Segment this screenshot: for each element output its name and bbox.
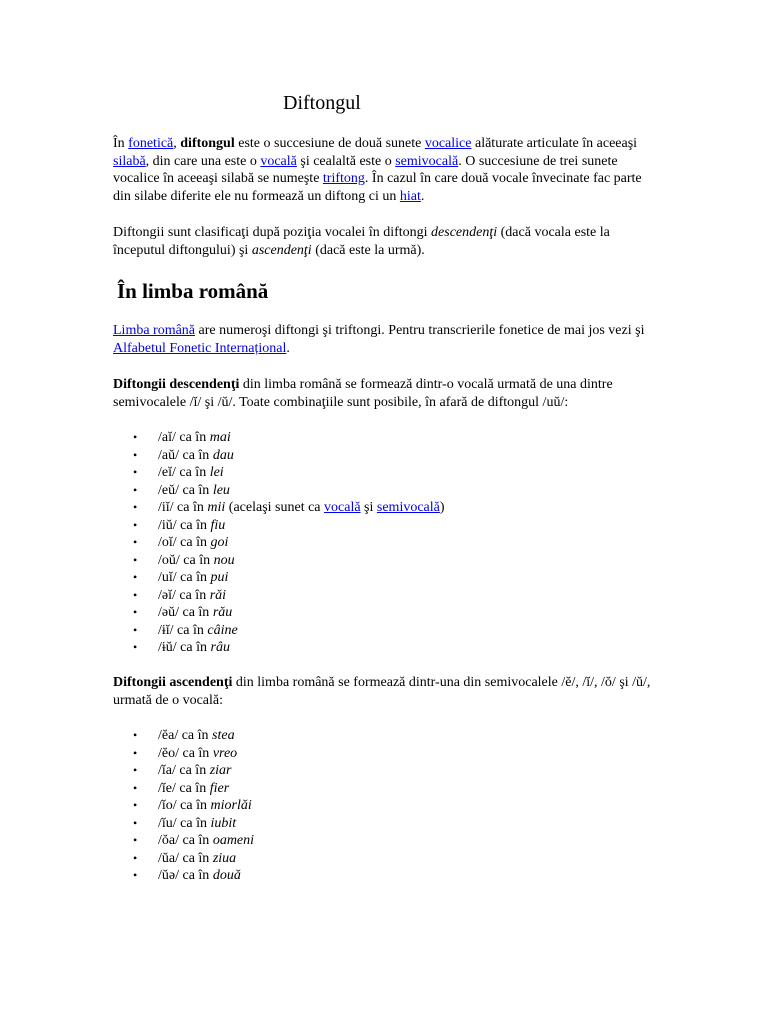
link-vocala[interactable]: vocală [324,500,361,515]
link-silaba[interactable]: silabă [113,153,146,169]
bullet-icon: • [133,605,138,619]
bullet-icon: • [133,430,138,444]
bullet-icon: • [133,815,138,830]
bullet-icon: • [133,465,138,479]
term-diftongul: diftongul [180,136,235,151]
term-descendenti: descendenţi [431,225,498,240]
bullet-icon: • [133,587,138,602]
ascending-diphthongs-list [113,727,254,885]
link-limba-romana[interactable]: Limba română [113,323,196,338]
bullet-icon: • [133,640,138,654]
bullet-icon: • [133,535,138,549]
list-item: • /ŭə/ ca în două [133,868,241,883]
bullet-icon: • [133,447,138,462]
bullet-icon: • [133,780,138,795]
bullet-icon: • [133,763,138,777]
list-item: • /eŭ/ ca în leu [133,482,230,498]
list-item: • /ŏa/ ca în oameni [133,833,255,848]
link-hiat[interactable]: hiat [399,188,421,204]
bullet-icon: • [133,570,138,584]
list-item: • /iŭ/ ca în fiu [133,517,226,533]
descending-diphthongs-list [113,429,445,657]
classification-paragraph: Diftongii sunt clasificaţi după poziţia vocalei în diftongi descendenţi (dacă vocala este la începutul diftongului) şi ascendenţi (dacă este la urmă). [113,225,610,258]
list-item: • /oĭ/ ca în goi [133,535,229,550]
list-item: • /ĭe/ ca în fier [133,780,230,796]
list-item: • /aŭ/ ca în dau [133,447,234,463]
link-alfabetul-fonetic[interactable]: Alfabetul Fonetic Internațional [113,340,287,356]
term-diftongii-descendenti: Diftongii descendenţi [113,377,240,392]
list-item: • /əŭ/ ca în rău [133,605,233,620]
term-diftongii-ascendenti: Diftongii ascendenţi [113,675,233,690]
list-item: • /ɨĭ/ ca în câine [133,622,238,638]
list-item: • /aĭ/ ca în mai [133,430,231,445]
bullet-icon: • [133,868,138,882]
intro-paragraph: În fonetică, diftongul este o succesiune de două sunete vocalice alăturate articulate în aceeaşi silabă, din care una este o vocală şi cealaltă este o semivocală. O succesiune de trei sunete vocalice în aceeaşi silabă se numeşte triftong. În cazul în care două vocale învecinate fac parte din silabe diferite ele nu formează un diftong ci un hiat. [113,136,642,204]
term-ascendenti: ascendenţi [251,242,312,258]
list-item: • /ĭu/ ca în iubit [133,815,237,831]
link-semivocala[interactable]: semivocală [376,500,440,515]
bullet-icon: • [133,833,138,847]
list-item: • /uĭ/ ca în pui [133,570,229,585]
list-item: • /ĕa/ ca în stea [133,728,235,743]
list-item: • /ŭa/ ca în ziua [133,850,237,866]
bullet-icon: • [133,745,138,760]
list-item: • /oŭ/ ca în nou [133,552,235,568]
romanian-intro-paragraph: Limba română are numeroşi diftongi şi triftongi. Pentru transcrierile fonetice de mai jos vezi şi Alfabetul Fonetic Internațional. [113,323,645,356]
list-item: • /əĭ/ ca în răi [133,587,227,603]
descending-paragraph: Diftongii descendenţi din limba română se formează dintr-o vocală urmată de una dintre semivocalele /ĭ/ şi /ŭ/. Toate combinaţiile sunt posibile, în afară de diftongul /uŭ/: [113,377,613,410]
bullet-icon: • [133,500,138,514]
bullet-icon: • [133,517,138,532]
link-vocala[interactable]: vocală [260,153,297,169]
list-item: • /eĭ/ ca în lei [133,465,224,480]
bullet-icon: • [133,482,138,497]
link-fonetica[interactable]: fonetică [128,136,174,151]
bullet-icon: • [133,850,138,865]
ascending-paragraph: Diftongii ascendenţi din limba română se formează dintr-una din semivocalele /ĕ/, /ĭ/, /ŏ/ şi /ŭ/, urmată de o vocală: [113,675,651,708]
list-item: • /ĕo/ ca în vreo [133,745,238,761]
bullet-icon: • [133,728,138,742]
list-item: • /ĭa/ ca în ziar [133,763,232,778]
page-title: Diftongul [283,92,361,114]
section-heading: În limba română [117,279,269,303]
bullet-icon: • [133,798,138,812]
bullet-icon: • [133,552,138,567]
list-item: • /ĭo/ ca în miorlăi [133,798,252,813]
list-item: • /ɨŭ/ ca în râu [133,640,230,655]
link-vocalice[interactable]: vocalice [424,136,472,151]
link-triftong[interactable]: triftong [322,171,365,186]
link-semivocala[interactable]: semivocală [395,153,459,169]
bullet-icon: • [133,622,138,637]
list-item: • /iĭ/ ca în mii (acelaşi sunet ca vocală şi semivocală) [133,500,445,515]
